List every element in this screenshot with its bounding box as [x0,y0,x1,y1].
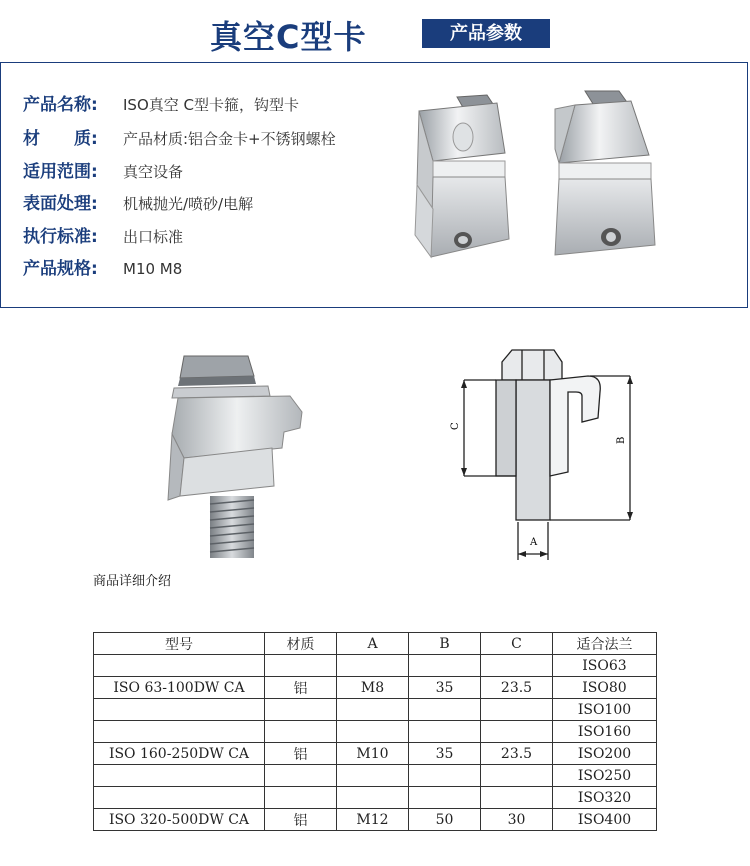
table-cell: ISO 63-100DW CA [94,677,265,699]
table-cell [265,787,337,809]
info-value: ISO真空 C型卡箍，钩型卡 [123,96,299,114]
params-badge: 产品参数 [422,19,550,48]
table-cell [265,721,337,743]
info-value: M10 M8 [123,260,183,278]
table-cell: 铝 [265,809,337,831]
table-cell: ISO250 [553,765,657,787]
table-cell [265,655,337,677]
table-cell [409,699,481,721]
product-info-box [0,62,748,308]
table-cell: ISO160 [553,721,657,743]
product-photo-single [160,348,320,568]
table-cell: 23.5 [481,743,553,765]
clamp-right [555,91,655,255]
table-cell [481,699,553,721]
info-label: 产品名称: [23,95,98,115]
table-row [94,787,657,809]
table-cell [409,765,481,787]
table-cell: 铝 [265,677,337,699]
table-cell [337,765,409,787]
info-label: 执行标准: [23,227,98,247]
table-cell [409,655,481,677]
table-cell: M12 [337,809,409,831]
table-cell: ISO100 [553,699,657,721]
info-row-surface [23,190,253,218]
info-row-standard [23,223,183,251]
page-title: 真空C型卡 [210,18,367,56]
table-cell [265,699,337,721]
dim-label-b: B [616,436,627,444]
table-cell [481,721,553,743]
table-row [94,743,657,765]
spec-table [93,632,657,831]
table-cell [94,721,265,743]
col-header-flange: 适合法兰 [553,633,657,655]
table-cell: 铝 [265,743,337,765]
info-value: 真空设备 [123,163,184,181]
table-cell [94,787,265,809]
dimension-diagram [440,340,650,562]
table-cell [481,787,553,809]
dim-label-c: C [450,422,461,430]
table-row [94,655,657,677]
table-cell: 35 [409,743,481,765]
table-cell: 50 [409,809,481,831]
table-cell: M8 [337,677,409,699]
table-header-row [94,633,657,655]
page-header [0,0,750,62]
table-cell [94,655,265,677]
table-cell [409,721,481,743]
info-label: 表面处理: [23,194,98,214]
table-cell: 30 [481,809,553,831]
table-cell: 23.5 [481,677,553,699]
dim-label-a: A [530,537,538,548]
product-photo-pair [409,89,679,289]
col-header-b: B [409,633,481,655]
info-label: 产品规格: [23,259,98,279]
table-cell: M10 [337,743,409,765]
table-cell [337,721,409,743]
table-row [94,721,657,743]
table-row [94,699,657,721]
info-label: 适用范围: [23,162,98,182]
col-header-material: 材质 [265,633,337,655]
table-cell: ISO 320-500DW CA [94,809,265,831]
table-row [94,765,657,787]
table-cell: ISO63 [553,655,657,677]
col-header-a: A [337,633,409,655]
table-cell: ISO320 [553,787,657,809]
info-value: 产品材质:铝合金卡+不锈钢螺栓 [123,130,336,148]
table-cell: ISO 160-250DW CA [94,743,265,765]
table-cell [337,787,409,809]
col-header-c: C [481,633,553,655]
table-cell: ISO200 [553,743,657,765]
col-header-model: 型号 [94,633,265,655]
info-row-name [23,91,299,119]
info-value: 机械抛光/喷砂/电解 [123,195,254,213]
info-row-spec [23,255,182,283]
table-cell: 35 [409,677,481,699]
table-row [94,677,657,699]
info-label: 材 质: [23,129,98,149]
info-row-scope [23,158,183,186]
table-cell: ISO400 [553,809,657,831]
table-row [94,809,657,831]
table-cell [94,699,265,721]
detail-caption: 商品详细介绍 [93,574,172,589]
table-cell [481,655,553,677]
table-cell [481,765,553,787]
table-cell [337,699,409,721]
table-cell [337,655,409,677]
clamp-left [415,95,509,257]
table-cell [94,765,265,787]
info-row-material [23,125,336,153]
table-cell [409,787,481,809]
info-value: 出口标准 [123,228,184,246]
table-cell [265,765,337,787]
table-cell: ISO80 [553,677,657,699]
